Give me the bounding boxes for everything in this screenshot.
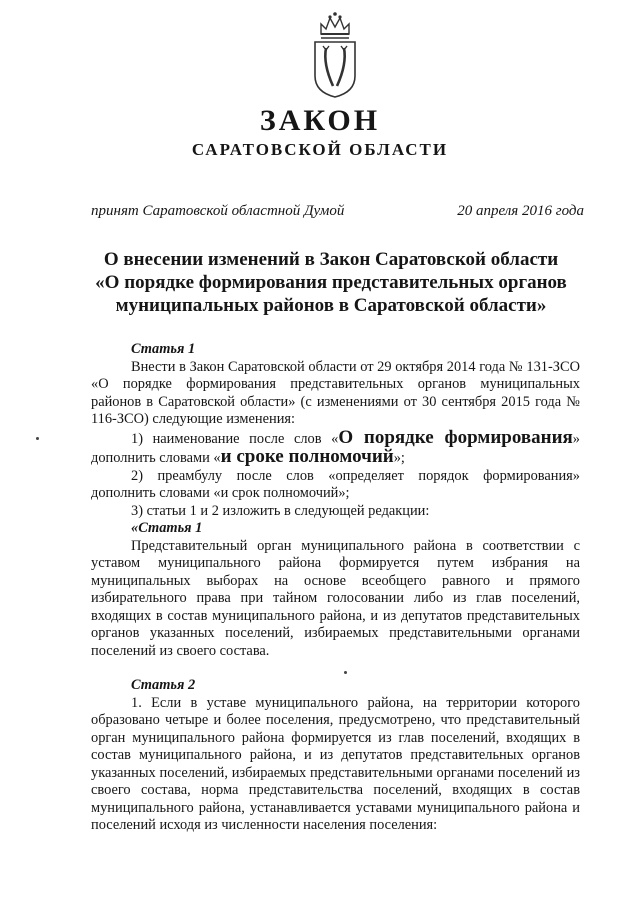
article-1-item-3: 3) статьи 1 и 2 изложить в следующей редакции:: [131, 502, 430, 519]
adoption-date: 20 апреля 2016 года: [457, 203, 584, 219]
article-1-item-1: 1) наименование после слов «О порядке формирования» дополнить словами «и сроке полномочий»;: [91, 426, 580, 467]
article-1-item-2: 2) преамбулу после слов «определяет порядок формирования» дополнить словами «и срок полномочий»;: [91, 467, 580, 501]
quoted-article-2-title: Статья 2: [131, 677, 196, 693]
quoted-article-2-text: 1. Если в уставе муниципального района, на территории которого образовано четыре и более поселения, предусмотрено, что представительный орган муниципального района формируется из глав поселений, входящих в состав муниципального района, и из депутатов представительных органов указанных поселений, избираемых представительными органами поселений из своего состава, норма представительства поселений, входящих в состав муниципального района, устанавливается уставами муниципального района и поселений исходя из численности населения поселения:: [91, 694, 580, 833]
law-heading-line: муниципальных районов в Саратовской области»: [115, 295, 547, 316]
quoted-article-1-text: Представительный орган муниципального района в соответствии с уставом муниципального района формируется путем избрания на муниципальных выборах на основе всеобщего равного и прямого избирательного права при тайном голосовании либо из глав поселений, входящих в состав муниципального района, и из депутатов представительных органов указанных поселений, избираемых представительными органами поселений из своего состава.: [91, 537, 580, 659]
article-1-intro: Внести в Закон Саратовской области от 29 октября 2014 года № 131-ЗСО «О порядке формирования представительных органов муниципальных районов в Саратовской области» (с изменениями от 30 сентября 2015 года № 116-ЗСО) следующие изменения:: [91, 358, 580, 427]
scan-speck: [344, 671, 347, 674]
paragraph-gap: [91, 660, 580, 677]
document-subtitle: САРАТОВСКОЙ ОБЛАСТИ: [191, 140, 449, 159]
article-1-title: Статья 1: [131, 341, 196, 357]
quoted-article-1-title: «Статья 1: [131, 520, 203, 536]
scan-speck: [36, 437, 39, 440]
adopted-by: принят Саратовской областной Думой: [91, 203, 345, 219]
law-heading-line: О внесении изменений в Закон Саратовской области: [103, 249, 559, 270]
law-heading: [70, 248, 592, 317]
document-title: ЗАКОН: [259, 104, 381, 137]
law-body: [91, 341, 580, 835]
law-heading-line: «О порядке формирования представительных органов: [95, 272, 567, 293]
saratov-coat-of-arms-icon: [309, 12, 361, 98]
